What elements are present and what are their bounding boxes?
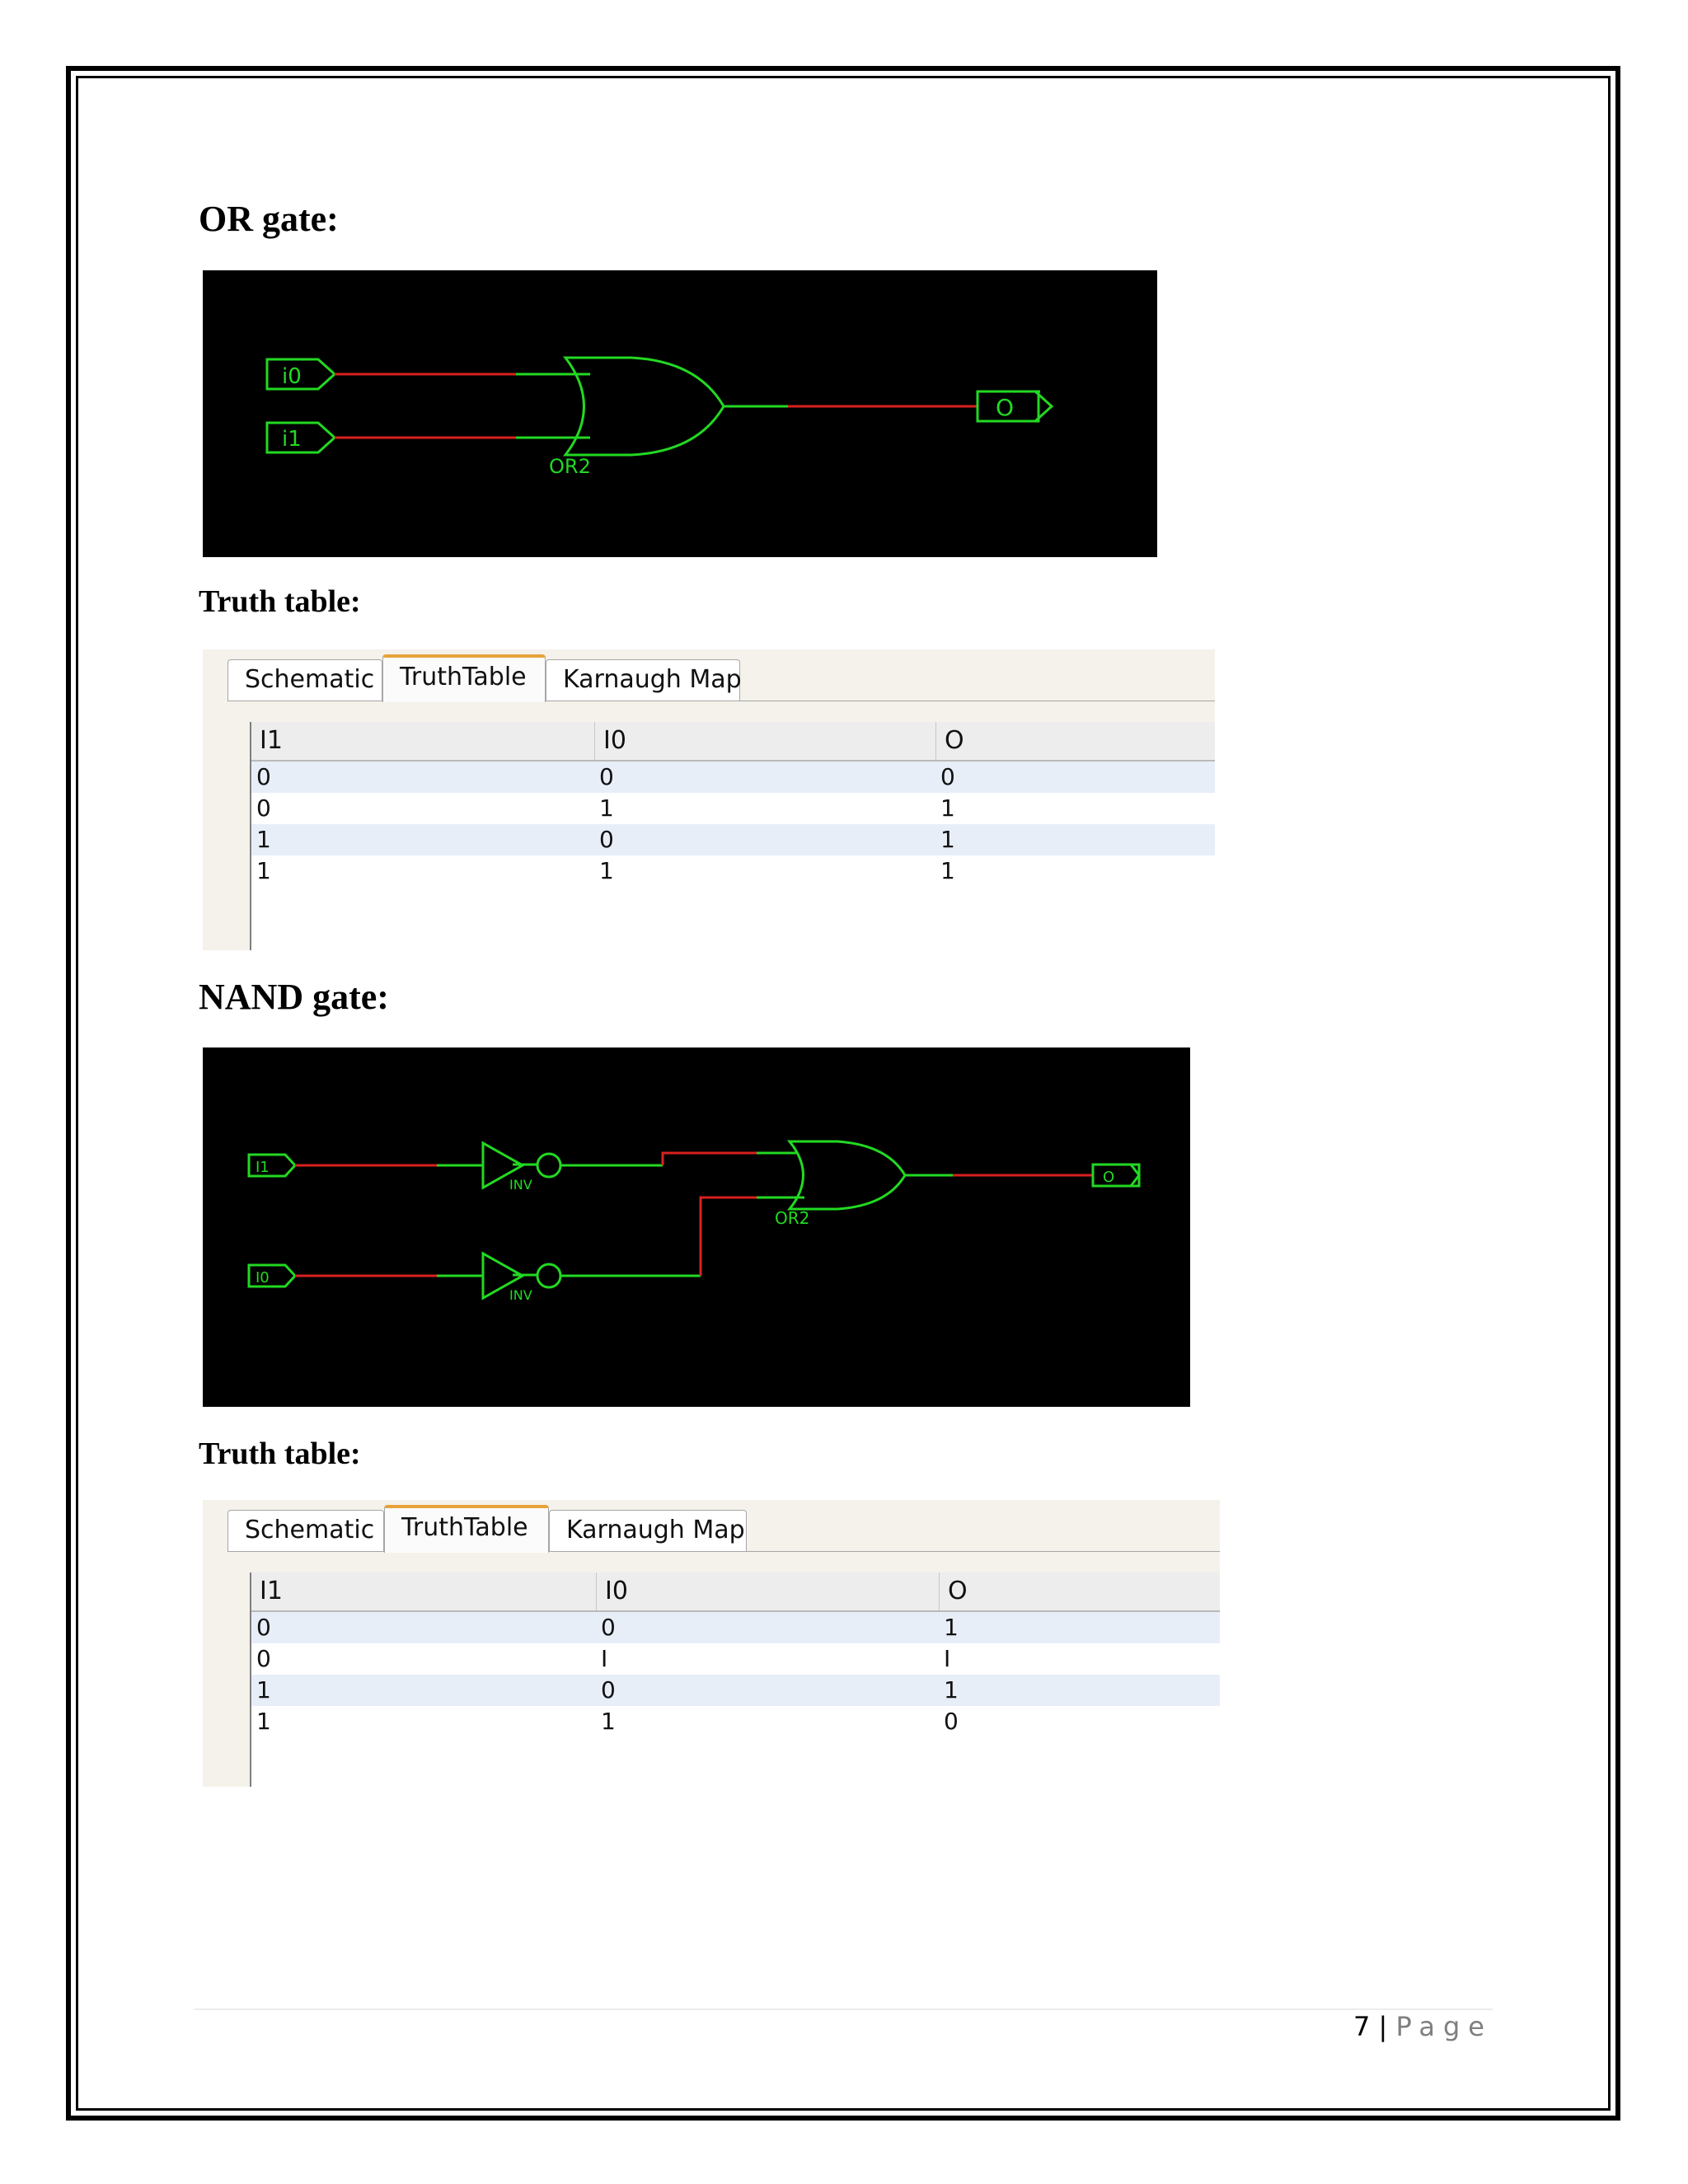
tab-schematic[interactable]: Schematic	[227, 659, 382, 701]
cell-i0: 1	[601, 1708, 616, 1735]
nand-table-header	[251, 1572, 1220, 1612]
cell-i1: 0	[256, 1614, 271, 1641]
or2-gate-symbol	[565, 358, 724, 455]
table-row[interactable]	[251, 1612, 1220, 1643]
nand-truth-table-heading: Truth table:	[199, 1436, 361, 1471]
inverter-bottom-label: INV	[509, 1287, 532, 1303]
column-header-o[interactable]: O	[939, 1572, 1220, 1610]
cell-i0: 0	[601, 1614, 616, 1641]
cell-i1: 0	[256, 794, 271, 822]
nand-gate-heading: NAND gate:	[199, 977, 389, 1017]
cell-i1: 1	[256, 857, 271, 884]
nand-gate-schematic	[203, 1047, 1190, 1407]
column-header-i0[interactable]: I0	[596, 1572, 939, 1610]
table-row[interactable]	[251, 855, 1215, 887]
cell-i0: 1	[599, 857, 614, 884]
output-label: O	[996, 394, 1015, 421]
cell-o: 0	[944, 1708, 959, 1735]
nand-gate-schematic-svg	[203, 1047, 1190, 1407]
cell-o: I	[944, 1645, 951, 1672]
cell-o: 1	[940, 826, 955, 853]
or-gate-heading: OR gate:	[199, 199, 339, 239]
tab-truthtable[interactable]: TruthTable	[382, 654, 546, 702]
or2-gate-label: OR2	[549, 455, 591, 478]
column-header-i1[interactable]: I1	[260, 726, 283, 755]
cell-i1: 0	[256, 1645, 271, 1672]
nand-truth-table-panel	[203, 1500, 1220, 1787]
cell-i0: I	[601, 1645, 608, 1672]
tab-body-border	[227, 1551, 1220, 1552]
cell-i0: 1	[599, 794, 614, 822]
footer-divider	[195, 2008, 1493, 2010]
or-truth-table-grid	[250, 722, 1215, 950]
cell-o: 1	[940, 794, 955, 822]
cell-i1: 1	[256, 1676, 271, 1704]
tab-karnaugh-map[interactable]: Karnaugh Map	[549, 1510, 747, 1551]
page-number: 7	[1353, 2011, 1371, 2042]
input-label-i1: i1	[282, 427, 302, 452]
page-word: Page	[1395, 2011, 1493, 2042]
cell-i1: 0	[256, 763, 271, 790]
cell-o: 1	[944, 1676, 959, 1704]
inverter-top-bubble	[537, 1154, 560, 1177]
output-label: O	[1103, 1169, 1115, 1186]
or-gate-schematic	[203, 270, 1157, 557]
cell-i0: 0	[599, 763, 614, 790]
cell-i0: 0	[599, 826, 614, 853]
table-row[interactable]	[251, 762, 1215, 793]
or-truth-table-panel	[203, 649, 1215, 950]
nand-truth-table-grid	[250, 1572, 1220, 1787]
table-row[interactable]	[251, 1706, 1220, 1737]
table-row[interactable]	[251, 793, 1215, 824]
cell-o: 1	[944, 1614, 959, 1641]
column-header-i0[interactable]: I0	[594, 722, 935, 760]
table-row[interactable]	[251, 1643, 1220, 1675]
or-table-header	[251, 722, 1215, 762]
or-truth-table-heading: Truth table:	[199, 584, 361, 619]
column-header-o[interactable]: O	[935, 722, 1215, 760]
inverter-bottom-bubble	[537, 1264, 560, 1287]
cell-o: 0	[940, 763, 955, 790]
inverter-top-label: INV	[509, 1177, 532, 1193]
cell-i1: 1	[256, 826, 271, 853]
table-row[interactable]	[251, 1675, 1220, 1706]
input-label-i1: I1	[256, 1159, 270, 1176]
cell-i1: 1	[256, 1708, 271, 1735]
input-label-i0: i0	[282, 364, 302, 389]
tab-truthtable[interactable]: TruthTable	[384, 1505, 549, 1553]
column-header-i1[interactable]: I1	[260, 1577, 283, 1605]
page-separator: |	[1378, 2011, 1388, 2042]
or2-gate-label: OR2	[775, 1208, 810, 1228]
tab-schematic[interactable]: Schematic	[227, 1510, 384, 1551]
table-row[interactable]	[251, 824, 1215, 855]
page-footer	[1353, 2011, 1493, 2042]
cell-o: 1	[940, 857, 955, 884]
input-label-i0: I0	[256, 1269, 270, 1286]
cell-i0: 0	[601, 1676, 616, 1704]
or-gate-schematic-svg	[203, 270, 1157, 557]
or2-gate-symbol	[790, 1141, 905, 1209]
tab-karnaugh-map[interactable]: Karnaugh Map	[546, 659, 740, 701]
